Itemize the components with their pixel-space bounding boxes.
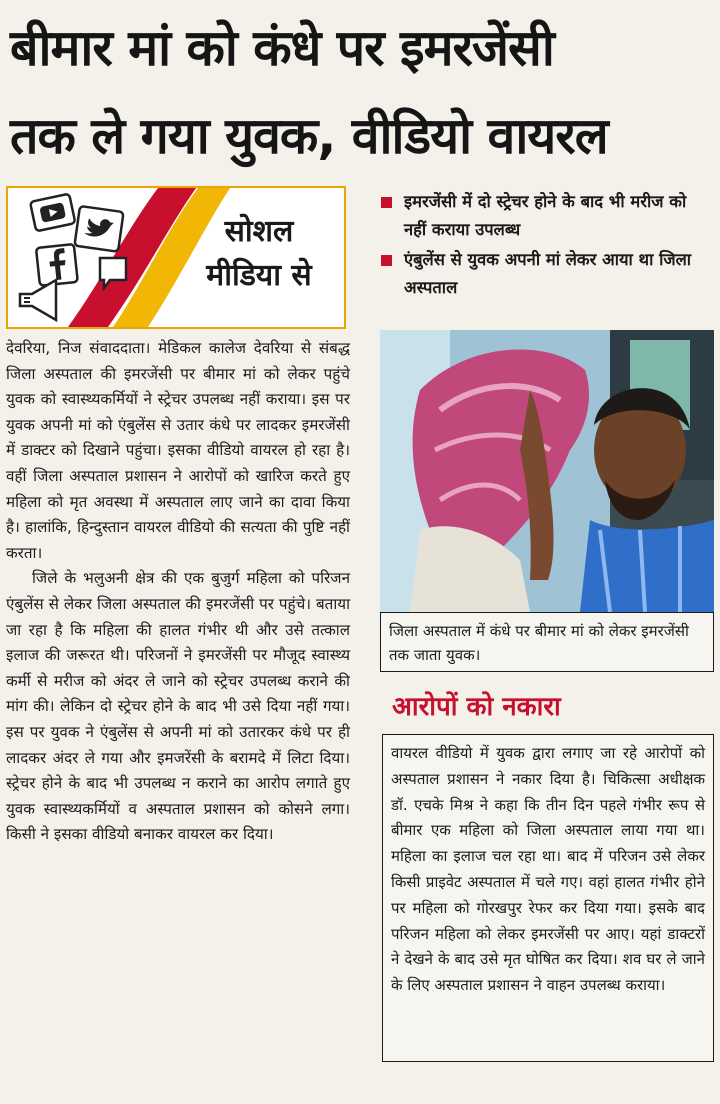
social-media-badge [6, 186, 346, 329]
badge-label-line-2: मीडिया से [206, 258, 312, 293]
photo-illustration [380, 330, 714, 612]
megaphone-icon [20, 280, 56, 320]
news-photo [380, 330, 714, 612]
highlights [378, 188, 714, 304]
highlight-item [378, 188, 714, 244]
sidebar-body [382, 734, 714, 1062]
highlight-text: इमरजेंसी में दो स्ट्रेचर होने के बाद भी मरीज को नहीं कराया उपलब्ध [404, 192, 687, 239]
article-paragraph-2: जिले के भलुअनी क्षेत्र की एक बुजुर्ग महिला को परिजन एंबुलेंस से लेकर जिला अस्पताल की इमरजेंसी पर पहुंचे। बताया जा रहा है कि महिला की हालत गंभीर थी और उसे तत्काल इलाज की जरूरत थी। परिजनों ने इमरजेंसी पर मौजूद स्वास्थ्य कर्मी से मरीज को अंदर ले जाने को स्ट्रेचर उपलब्ध कराने की मांग की। लेकिन दो स्ट्रेचर होने के बाद भी उसे दिया नहीं गया। इस पर युवक ने एंबुलेंस से अपनी मां को उतारकर कंधे पर ही लादकर अंदर ले गया और इमजरेंसी के बरामदे में लिटा दिया। स्ट्रेचर होने के बाद भी उपलब्ध न कराने का आरोप लगाते हुए युवक स्वास्थ्यकर्मियों व अस्पताल प्रशासन को कोसने लगा। किसी ने इसका वीडियो बनाकर वायरल कर दिया। [6, 569, 350, 844]
headline-line-1: बीमार मां को कंधे पर इमरजेंसी [10, 19, 554, 77]
bullet-square-icon [381, 197, 392, 208]
twitter-icon [74, 206, 123, 252]
sidebar-title: आरोपों को नकारा [392, 692, 561, 722]
article-body-left [6, 336, 350, 848]
badge-label-line-1: सोशल [224, 214, 294, 249]
headline-line-2: तक ले गया युवक, वीडियो वायरल [10, 107, 608, 165]
badge-label [184, 210, 334, 298]
headline [10, 4, 710, 180]
article-paragraph-1: देवरिया, निज संवाददाता। मेडिकल कालेज देवरिया से संबद्ध जिला अस्पताल की इमरजेंसी पर बीमार मां को लेकर पहुंचे युवक को स्वास्थ्यकर्मियों ने स्ट्रेचर उपलब्ध नहीं कराया। इस पर युवक अपनी मां को एंबुलेंस से उतार कंधे पर लादकर इमरजेंसी में डाक्टर को दिखाने पहुंचा। इसका वीडियो वायरल हो रहा है। वहीं जिला अस्पताल प्रशासन ने आरोपों को खारिज करते हुए महिला को मृत अवस्था में अस्पताल लाए जाने का दावा किया है। हालांकि, हिन्दुस्तान वायरल वीडियो की सत्यता की पुष्टि नहीं करता। [6, 339, 350, 562]
highlight-text: एंबुलेंस से युवक अपनी मां लेकर आया था जिला अस्पताल [404, 250, 692, 297]
sidebar-paragraph: वायरल वीडियो में युवक द्वारा लगाए जा रहे आरोपों को अस्पताल प्रशासन ने नकार दिया है। चिकित्सा अधीक्षक डॉ. एचके मिश्र ने कहा कि तीन दिन पहले गंभीर रूप से बीमार एक महिला को जिला अस्पताल लाया गया था। महिला का इलाज चल रहा था। बाद में परिजन उसे लेकर किसी प्राइवेट अस्पताल में चले गए। वहां हालत गंभीर होने पर महिला को गोरखपुर रेफर कर दिया गया। इसके बाद परिजन महिला को लेकर इमरजेंसी पर आए। यहां डाक्टरों ने देखने के बाद उसे मृत घोषित कर दिया। शव घर ले जाने के लिए अस्पताल प्रशासन ने वाहन उपलब्ध कराया। [391, 744, 705, 995]
youtube-icon [30, 194, 75, 232]
highlight-item [378, 246, 714, 302]
bullet-square-icon [381, 255, 392, 266]
photo-caption: जिला अस्पताल में कंधे पर बीमार मां को लेकर इमरजेंसी तक जाता युवक। [380, 612, 714, 672]
